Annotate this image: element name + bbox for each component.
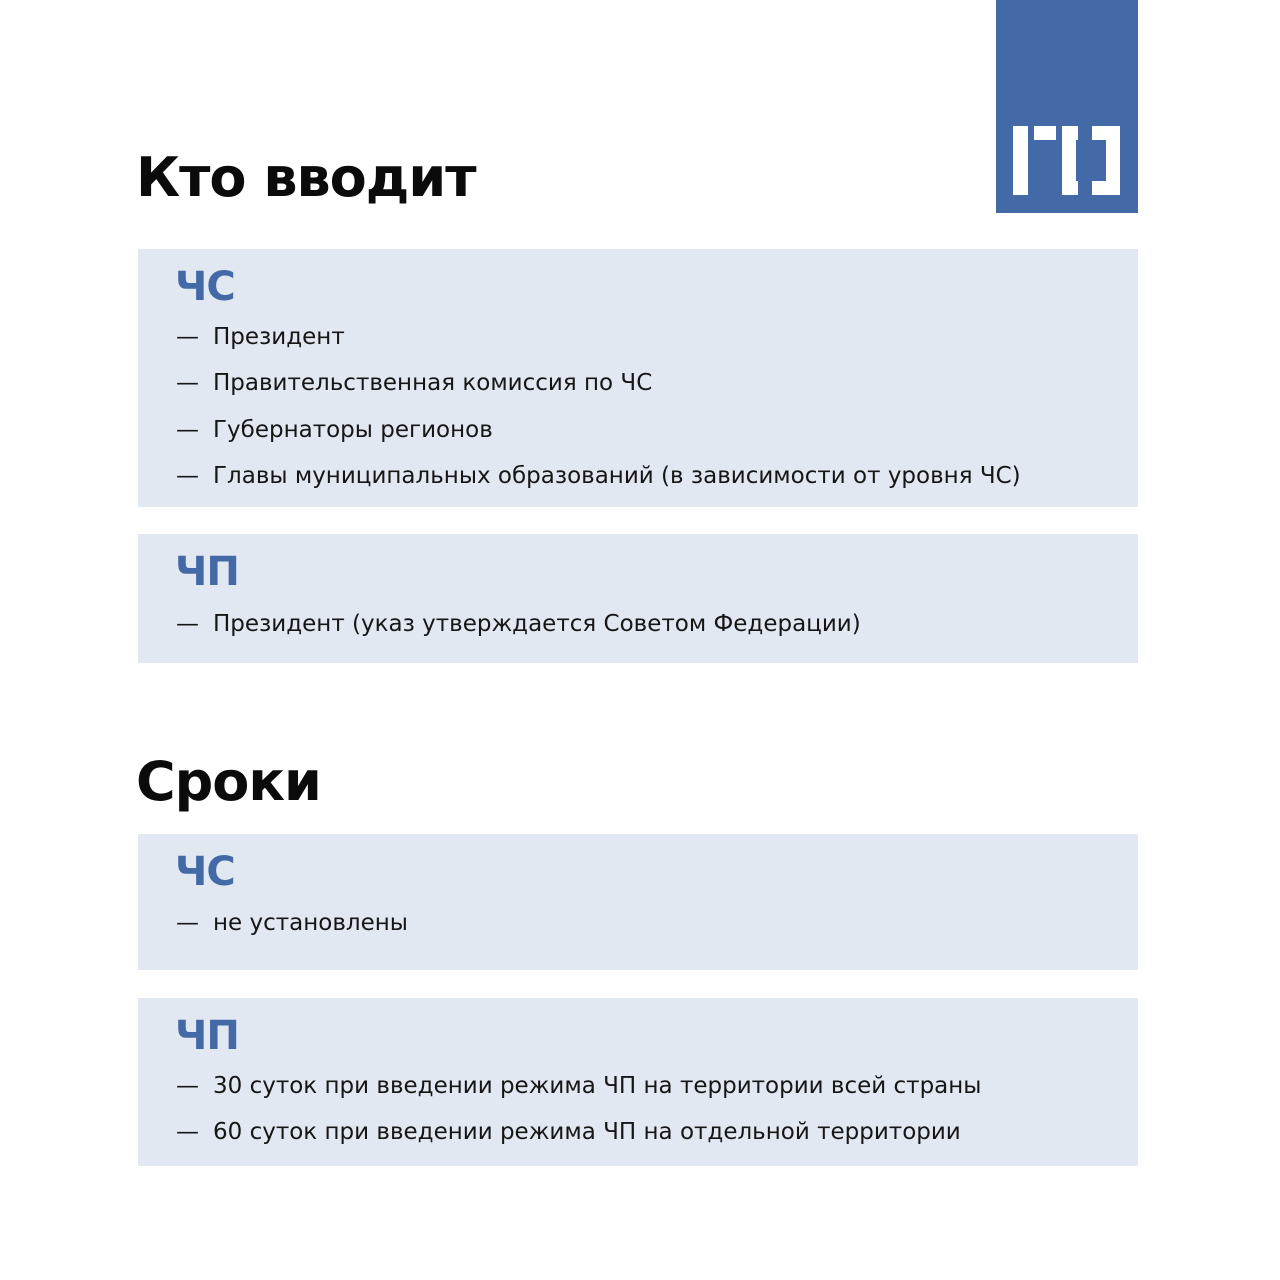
bullet-dash: —: [176, 370, 199, 397]
card-who-chp: [138, 534, 1138, 663]
list-item: [176, 908, 408, 954]
card-title: ЧП: [175, 549, 239, 595]
item-list: [176, 322, 1021, 508]
bullet-dash: —: [176, 910, 199, 936]
brand-logo: [996, 0, 1138, 213]
list-item: [176, 609, 861, 655]
list-item: [176, 322, 1021, 368]
list-item: [176, 1117, 981, 1163]
list-item-text: 60 суток при введении режима ЧП на отдельной территории: [213, 1119, 961, 1146]
bullet-dash: —: [176, 1119, 199, 1146]
section-title-who: Кто вводит: [136, 146, 476, 209]
card-title: ЧС: [175, 849, 235, 895]
bullet-dash: —: [176, 611, 199, 637]
list-item: [176, 368, 1021, 414]
list-item-text: Президент: [213, 324, 345, 350]
card-title: ЧП: [175, 1013, 239, 1059]
list-item-text: Главы муниципальных образований (в зависимости от уровня ЧС): [213, 463, 1021, 490]
section-title-terms: Сроки: [136, 750, 321, 813]
card-who-chs: [138, 249, 1138, 507]
card-terms-chp: [138, 998, 1138, 1166]
list-item-text: Правительственная комиссия по ЧС: [213, 370, 653, 397]
logo-mark-icon: [996, 0, 1138, 213]
list-item-text: не установлены: [213, 910, 408, 936]
list-item: [176, 461, 1021, 507]
list-item: [176, 415, 1021, 461]
card-title: ЧС: [175, 264, 235, 310]
bullet-dash: —: [176, 1073, 199, 1099]
item-list: [176, 1071, 981, 1164]
bullet-dash: —: [176, 463, 199, 490]
bullet-dash: —: [176, 416, 199, 443]
list-item-text: 30 суток при введении режима ЧП на территории всей страны: [213, 1073, 982, 1099]
item-list: [176, 609, 861, 655]
list-item: [176, 1071, 981, 1117]
list-item-text: Губернаторы регионов: [213, 416, 493, 443]
card-terms-chs: [138, 834, 1138, 970]
list-item-text: Президент (указ утверждается Советом Федерации): [213, 611, 861, 637]
item-list: [176, 908, 408, 954]
bullet-dash: —: [176, 324, 199, 350]
